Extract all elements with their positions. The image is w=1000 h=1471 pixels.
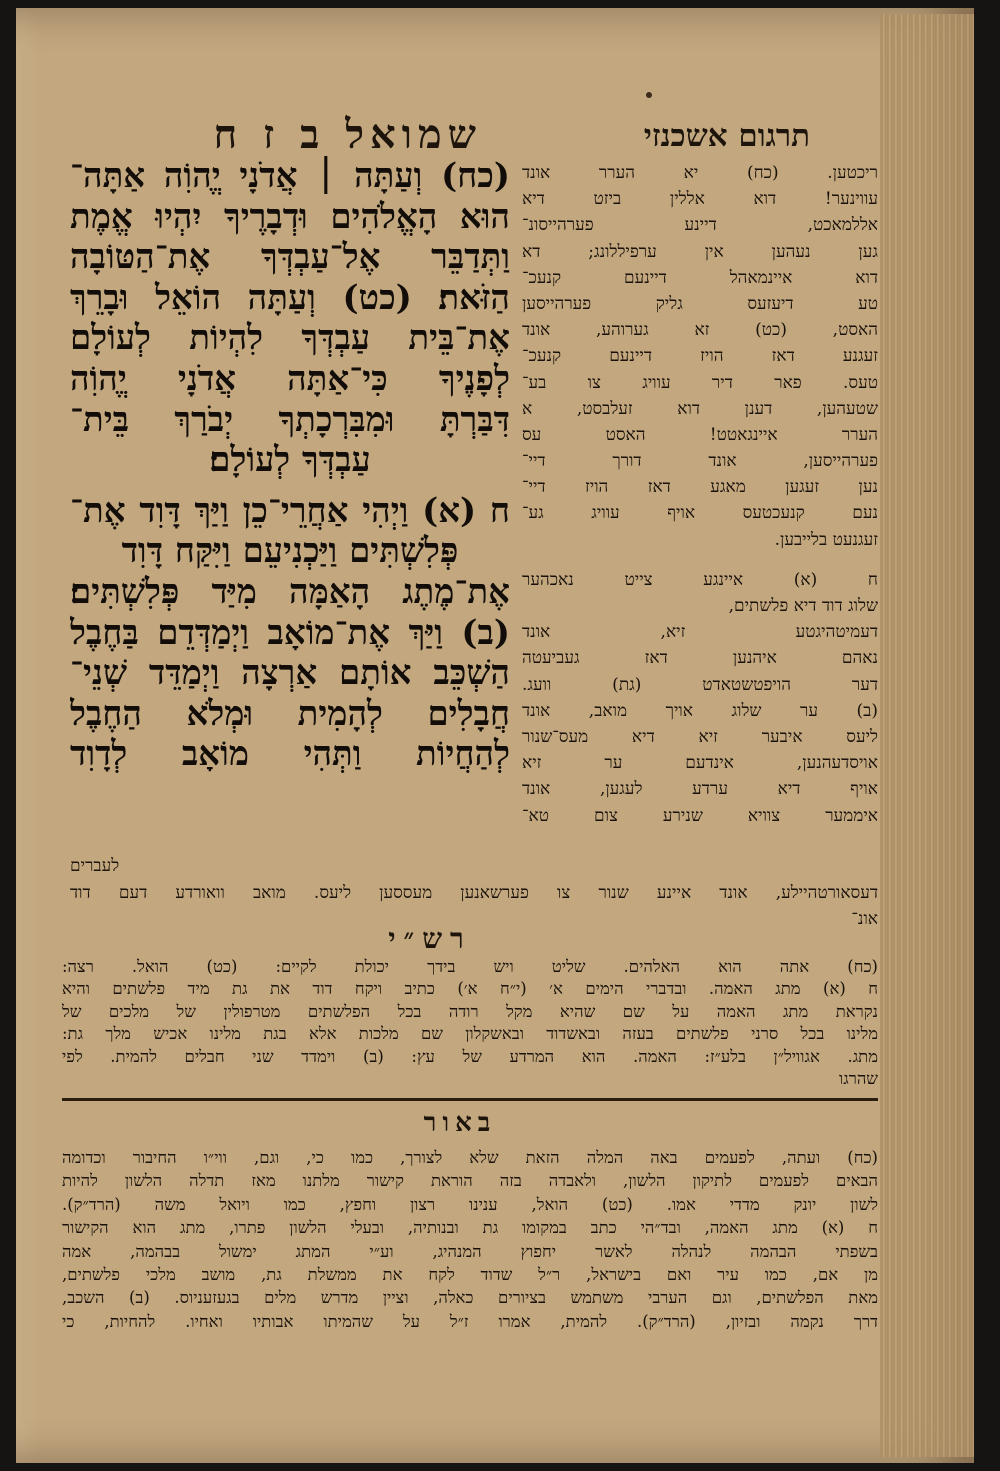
yiddish-line: עווינער! דוא אללין ביזט דיא: [522, 189, 878, 210]
yiddish-line: פערהייסען, אונד דורך דיי־: [522, 451, 878, 472]
yiddish-line: זעגנע דאז הויז דיינעם קנעכ־: [522, 346, 878, 367]
biur-heading: באור: [423, 1108, 497, 1138]
biur-line: הבאים לפעמים לתיקון הלשון, ולאבדה בזה הוראת קישור מלתנו מאז תדלה הלשון להיות: [62, 1171, 878, 1191]
biur-line: מאת הפלשתים, וגם הערבי משתמש בציורים כאלה, וציין מדרש מלים בגעזעניוס. (ב) השכב,: [62, 1288, 878, 1308]
rashi-line: מלינו בכל סרני פלשתים בעזה ובאשדוד ובאשקלון שם מלכות אלא בגת מלינו אכיש מלך גת:: [62, 1024, 878, 1044]
chapter-gap: [70, 481, 510, 491]
yiddish-line: (ב) ער שלוג אויך מואב, אונד: [522, 700, 878, 721]
rashi-line: נקראת מתג האמה על שם שהיא מקל רודה בכל הפלשתים מטרפולין של מלכים של: [62, 1001, 878, 1021]
yiddish-line: ריכטען. (כח) יא הערר אונד: [522, 163, 878, 183]
rashi-line: מתג. אגוויל״ן בלע״ז: האמה. הוא המרדע של עץ: (ב) וימדד שני חבלים להמית. לפי: [62, 1046, 878, 1066]
yiddish-line: ח (א) איינגע צייט נאכהער: [522, 569, 878, 590]
yiddish-line: טע דיעזעס גליק פערהייסען: [522, 293, 878, 314]
yiddish-line: דעסאורטהיילע, אונד איינע שנור צו פערשאנען מעססען ליעס. מואב וואורדע דעם דוד: [70, 883, 878, 903]
biur-line: מן אם, כמו עיר ואם בישראל, ר״ל שדוד לקח את ממשלת גת, מושב מלכי פלשתים,: [62, 1264, 878, 1284]
section-divider: [62, 1098, 878, 1101]
hebrew-line: וַתְּדַבֵּר אֶל־עַבְדְּךָ אֶת־הַטּוֹבָה: [70, 237, 510, 278]
yiddish-line: אויף דיא ערדע לעגען, אונד: [522, 779, 878, 800]
hebrew-line: עַבְדְּךָ לְעוֹלָם׃: [209, 440, 371, 481]
biur-line: ח (א) מתג האמה, ובד״הי כתב במקומו גת ובנותיה, ובעלי הלשון פתרו, מתג הוא הקישור: [62, 1218, 878, 1238]
hebrew-line: חֲבָלִים לְהָמִית וּמְלֹא הַחֶבֶל: [70, 693, 510, 734]
hebrew-line: פְּלִשְׁתִּים וַיַּכְנִיעֵם וַיִּקַּח דָּוִד: [121, 531, 459, 572]
hebrew-line: (ב) וַיַּךְ אֶת־מוֹאָב וַיְמַדְּדֵם בַּחֶבֶל: [70, 612, 510, 653]
yiddish-line: שטעהען, דענן דוא זעלבסט, א: [522, 398, 878, 419]
yiddish-translation-column: [522, 160, 878, 829]
biur-line: דרך נקמה ובזיון, (הרד״ק). להמית, אמרו ז״ל על שהמיתו אבותיו ואחיו. להחיות, כי: [62, 1311, 878, 1331]
rashi-commentary: [62, 956, 878, 1090]
hebrew-line: הַזֹּאת׃ (כט) וְעַתָּה הוֹאֵל וּבָרֵךְ: [70, 277, 510, 318]
hebrew-line: הוּא הָאֱלֹהִים וּדְבָרֶיךָ יִהְיוּ אֱמֶת: [70, 196, 510, 237]
hebrew-line: אֶת־בֵּית עַבְדְּךָ לִהְיוֹת לְעוֹלָם: [70, 318, 510, 359]
yiddish-line: האסט, (כט) זא גערוהע, אונד: [522, 320, 878, 341]
biur-line: (כח) ועתה, לפעמים באה המלה הזאת שלא לצורך, כמו כי, וגם, ווי״ו החיבור וכדומה: [62, 1148, 878, 1167]
yiddish-line: אללמאכט, דיינע פערהייסונ־: [522, 215, 878, 236]
page-edges: [880, 14, 974, 1457]
hebrew-line: דִּבַּרְתָּ וּמִבִּרְכָתְךָ יְבֹרַךְ בֵּית־: [70, 399, 510, 440]
rashi-line: ח (א) מתג האמה. ובדברי הימים א׳ (י״ח א׳) כתיב ויקח דוד את גת מיד פלשתים והיא: [62, 979, 878, 999]
yiddish-line: אונ־: [851, 909, 878, 929]
hebrew-line: (כח) וְעַתָּה ׀ אֲדֹנָי יֱהוִֹה אַתָּה־: [70, 156, 510, 196]
hebrew-line: ח (א) וַיְהִי אַחֲרֵי־כֵן וַיַּךְ דָּוִד אֶת־: [70, 490, 510, 531]
yiddish-line: דער הויפטשטאדט (גת) וועג.: [522, 674, 878, 695]
hebrew-line: אֶת־מֶתֶג הָאַמָּה מִיַּד פְּלִשְׁתִּים׃: [70, 571, 510, 612]
biur-line: לשון יונק מדדי אמו. (כט) הואל, ענינו רצון וחפץ, כמו ויואל משה (הרד״ק).: [62, 1194, 878, 1214]
page-dot-mark: [646, 92, 652, 98]
yiddish-line: איממער צוויא שנירע צום טא־: [522, 805, 878, 826]
running-head-book: שמואל ב ז ח: [213, 111, 482, 158]
yiddish-line: אויסדעהנען, אינדעם ער זיא: [522, 753, 878, 774]
yiddish-line: זעגנעט בלייבען.: [774, 529, 878, 550]
yiddish-line: הערר איינגאטט! האסט עס: [522, 424, 878, 445]
hebrew-line: לְפָנֶיךָ כִּי־אַתָּה אֲדֹנָי יֱהוִֹה: [70, 358, 510, 399]
hebrew-line: לְהַחֲיוֹת וַתְּהִי מוֹאָב לְדָוִד: [70, 734, 510, 775]
yiddish-line: ליעס איבער זיא דיא מעס־שנור: [522, 726, 878, 747]
biur-commentary: [62, 1146, 878, 1333]
yiddish-line: דעמיטהיגטע זיא, אונד: [522, 622, 878, 643]
rashi-line: שהרגו: [839, 1068, 878, 1088]
catchword: לעברים: [70, 856, 120, 876]
yiddish-line: שלוג דוד דיא פלשתים,: [728, 596, 878, 616]
yiddish-line: נען זעגען מאגע דאז הויז דיי־: [522, 477, 878, 498]
running-head-translation: תרגום אשכנזי: [643, 118, 810, 154]
yiddish-line: דוא איינמאהל דיינעם קנעכ־: [522, 267, 878, 288]
hebrew-text-column: [70, 156, 510, 775]
yiddish-line: גען נעהען אין ערפיללונג; דא: [522, 241, 878, 262]
yiddish-line: נעם קנעכטעס אויף עוויג גע־: [522, 503, 878, 524]
yiddish-line: טעס. פאר דיר עוויג צו בע־: [522, 372, 878, 393]
hebrew-line: הַשְׁכֵּב אוֹתָם אַרְצָה וַיְמַדֵּד שְׁנֵי־: [70, 653, 510, 694]
rashi-heading: רש״י: [388, 922, 472, 955]
rashi-line: (כח) אתה הוא האלהים. שליט ויש בידך יכולת לקיים: (כט) הואל. רצה:: [62, 957, 878, 976]
chapter-gap: [522, 553, 878, 567]
yiddish-line: נאהם איהנען דאז געביעטה: [522, 648, 878, 669]
biur-line: בשפתי הבהמה לנהלה לאשר יחפוץ המנהיג, וע״י המתג ימשול בבהמה, אמה: [62, 1241, 878, 1261]
